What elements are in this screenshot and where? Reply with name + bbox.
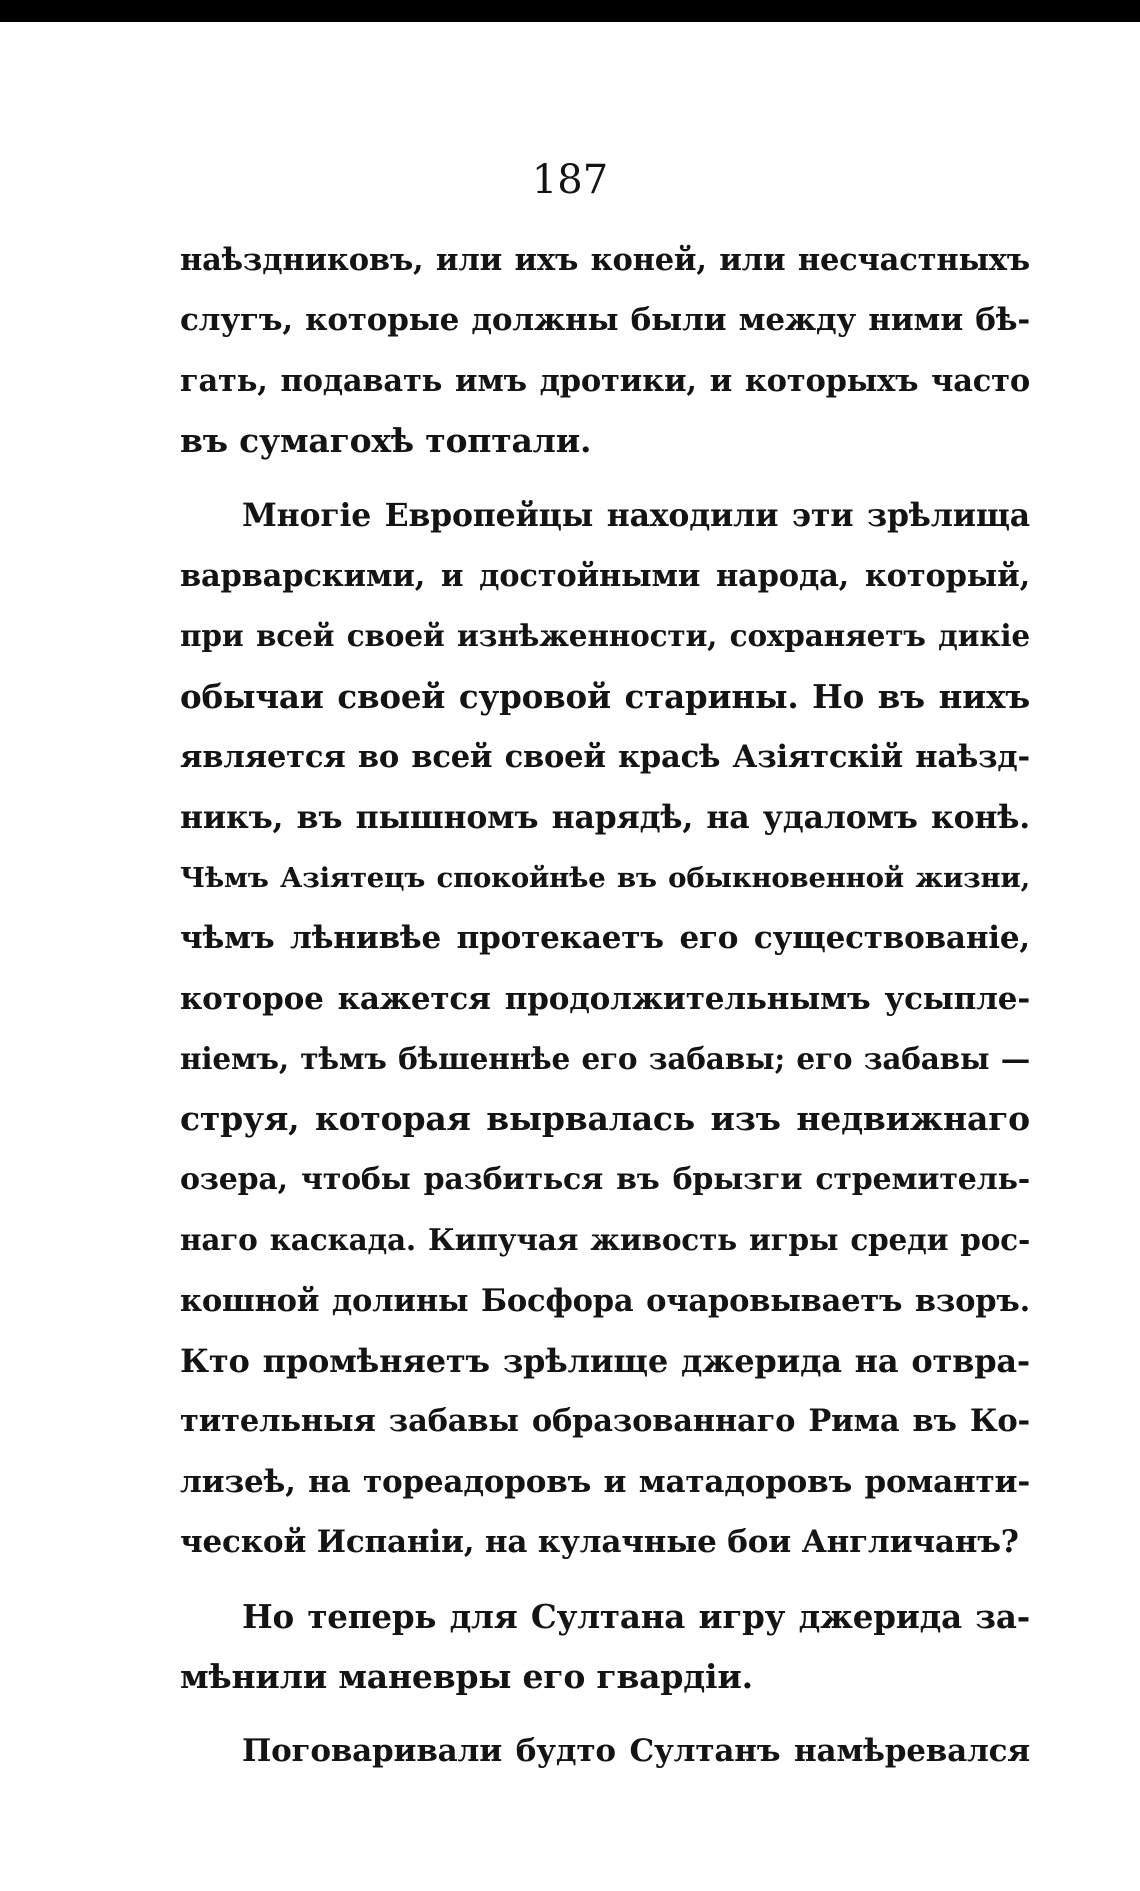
text-line: гать, подавать имъ дротики, и которыхъ часто: [180, 362, 1030, 399]
text-line: наѣздниковъ, или ихъ коней, или несчастныхъ: [180, 242, 1030, 278]
text-line: Многіе Европейцы находили эти зрѣлища: [242, 496, 1030, 534]
text-line: въ сумагохѣ топтали.: [180, 421, 592, 461]
text-line: чѣмъ лѣнивѣе протекаетъ его существованіе,: [180, 920, 1030, 957]
page-number: 187: [531, 157, 609, 203]
text-line: обычаи своей суровой старины. Но въ нихъ: [180, 676, 1030, 716]
text-line: лизеѣ, на тореадоровъ и матадоровъ романти-: [180, 1463, 1030, 1500]
paragraph: [180, 486, 1030, 1573]
text-line: ніемъ, тѣмъ бѣшеннѣе его забавы; его забавы —: [180, 1041, 1030, 1077]
text-line: никъ, въ пышномъ нарядѣ, на удаломъ конѣ.: [180, 798, 1030, 836]
text-line: варварскими, и достойными народа, который,: [180, 557, 1030, 594]
text-line: мѣнили маневры его гвардіи.: [180, 1656, 753, 1696]
paragraph: [180, 1721, 1030, 1781]
text-line: озера, чтобы разбиться въ брызги стремитель-: [180, 1161, 1030, 1197]
text-line: слугъ, которые должны были между ними бѣ-: [180, 302, 1030, 339]
paragraph: [180, 1587, 1030, 1708]
text-body: [180, 230, 1030, 1782]
paragraph: [180, 230, 1030, 472]
text-line: кошной долины Босфора очаровываетъ взоръ.: [180, 1282, 1030, 1319]
page-top-border: [0, 0, 1140, 22]
text-line: тительныя забавы образованнаго Рима въ Ко-: [180, 1403, 1030, 1440]
text-line: ческой Испаніи, на кулачные бои Англичанъ?: [180, 1524, 1019, 1561]
text-line: Чѣмъ Азіятецъ спокойнѣе въ обыкновенной жизни,: [180, 861, 1030, 894]
text-line: Кто промѣняетъ зрѣлище джерида на отвра-: [180, 1342, 1030, 1381]
text-line: Но теперь для Султана игру джерида за-: [242, 1596, 1030, 1636]
text-line: струя, которая вырвалась изъ недвижнаго: [180, 1099, 1030, 1139]
text-line: является во всей своей красѣ Азіятскій наѣзд-: [180, 739, 1030, 776]
text-line: наго каскада. Кипучая живость игры среди рос-: [180, 1222, 1030, 1258]
text-line: которое кажется продолжительнымъ усыпле-: [180, 980, 1030, 1017]
text-line: при всей своей изнѣженности, сохраняетъ дикіе: [180, 618, 1030, 654]
text-line: Поговаривали будто Султанъ намѣревался: [242, 1733, 1030, 1770]
